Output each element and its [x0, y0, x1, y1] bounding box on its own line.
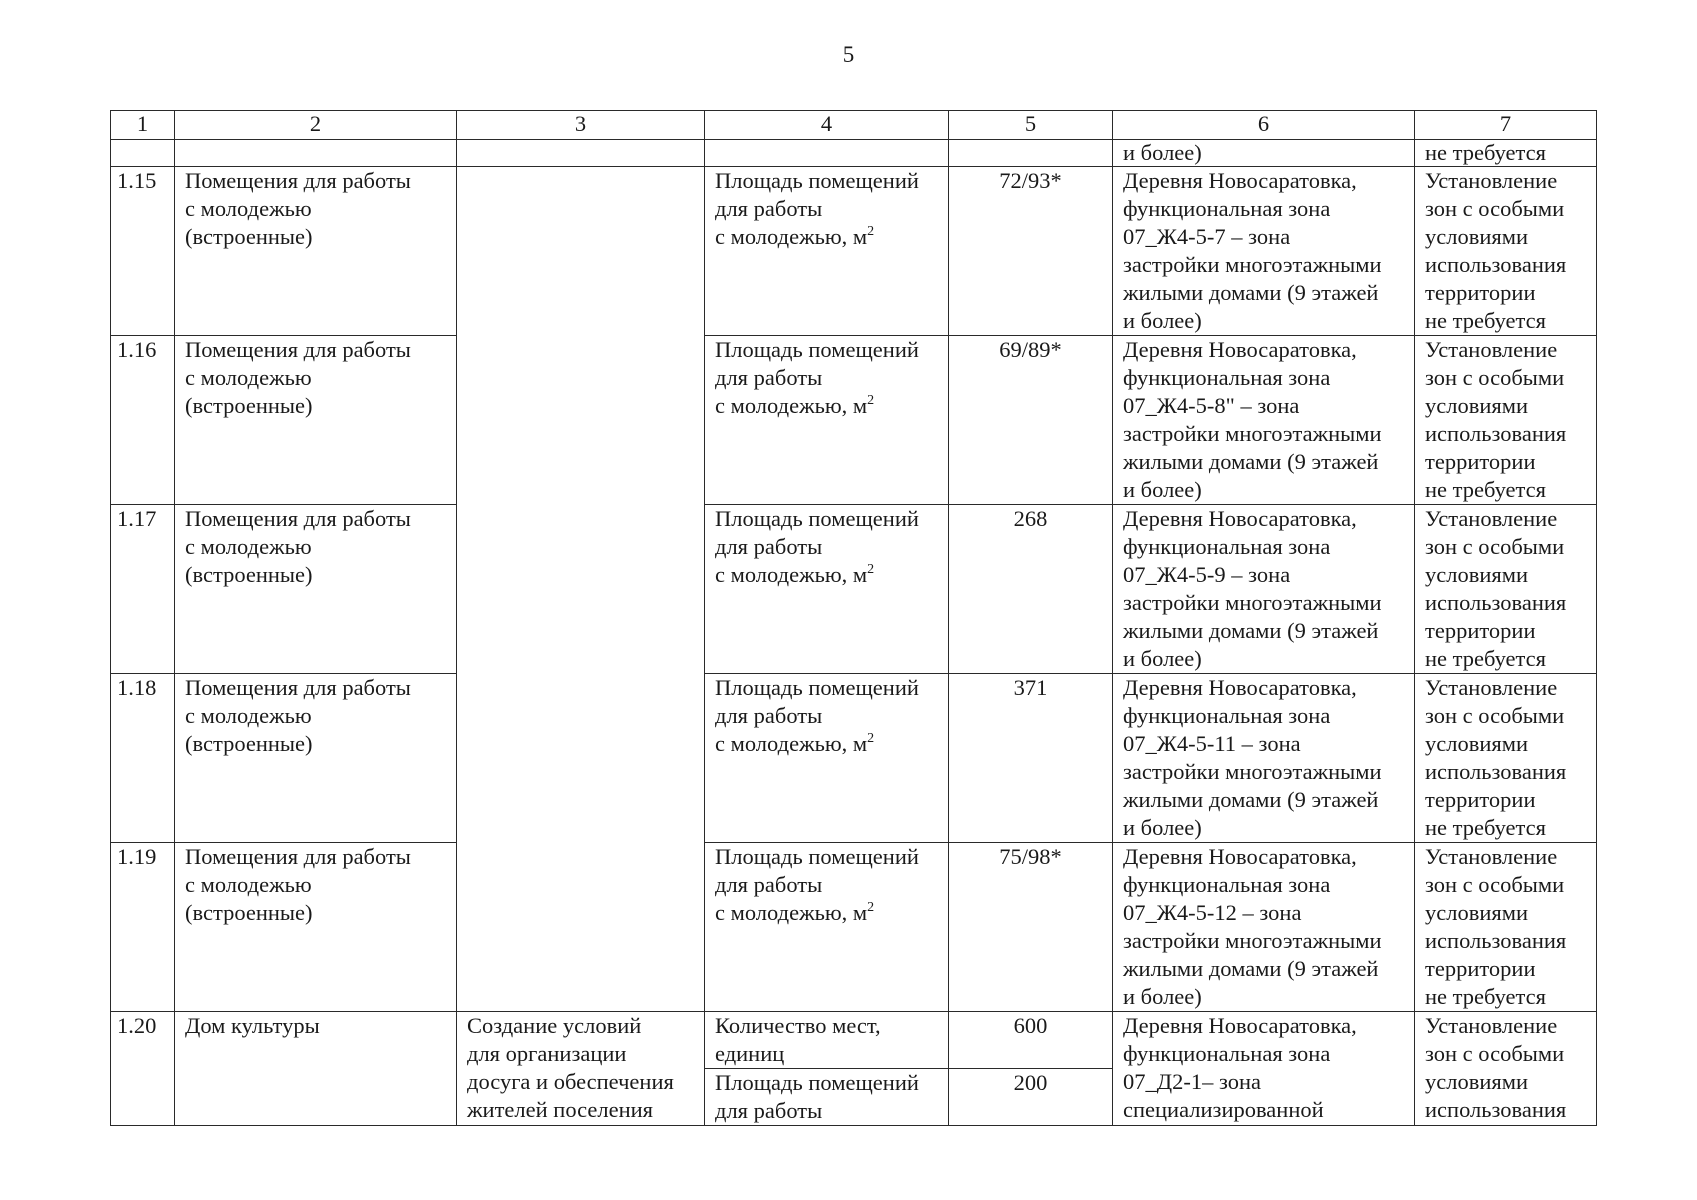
- zones-cell: [1415, 1012, 1597, 1126]
- text-line: Помещения для работы: [185, 844, 411, 869]
- text-line: условиями: [1425, 393, 1529, 418]
- zones-cell: не требуется: [1415, 140, 1597, 167]
- text-line: (встроенные): [185, 562, 313, 587]
- text-line: условиями: [1425, 731, 1529, 756]
- cell-empty: [457, 140, 705, 167]
- text-line: [715, 505, 940, 533]
- value-cell: 268: [949, 505, 1113, 674]
- text-line: функциональная зона: [1123, 534, 1331, 559]
- text-line: использования: [1425, 590, 1567, 615]
- facility-name-cell: [175, 843, 457, 1012]
- text-line: Помещения для работы: [185, 337, 411, 362]
- table-row: [111, 674, 1597, 843]
- text-line: [715, 730, 940, 758]
- text-line: Установление: [1425, 337, 1558, 362]
- text-line: Установление: [1425, 675, 1558, 700]
- text-line: не требуется: [1425, 646, 1546, 671]
- text-line: Помещения для работы: [185, 168, 411, 193]
- location-cell: [1113, 167, 1415, 336]
- parameter-cell: [705, 843, 949, 1012]
- text-fragment: с молодежью, м: [715, 393, 868, 418]
- cell-empty: [705, 140, 949, 167]
- text-fragment: Площадь помещений: [715, 506, 919, 531]
- text-line: Деревня Новосаратовка,: [1123, 844, 1357, 869]
- text-line: использования: [1425, 1097, 1567, 1122]
- text-line: застройки многоэтажными: [1123, 421, 1382, 446]
- row-number-cell: 1.17: [111, 505, 175, 674]
- text-line: [715, 843, 940, 871]
- parameter-cell: [705, 505, 949, 674]
- text-line: условиями: [1425, 900, 1529, 925]
- text-line: застройки многоэтажными: [1123, 252, 1382, 277]
- text-line: зон с особыми: [1425, 196, 1565, 221]
- text-line: [715, 533, 940, 561]
- text-fragment: Площадь помещений: [715, 168, 919, 193]
- facility-name-cell: [175, 674, 457, 843]
- text-line: функциональная зона: [1123, 1041, 1331, 1066]
- text-line: [715, 195, 940, 223]
- purpose-cell: [457, 1012, 705, 1126]
- unit-superscript: 2: [867, 900, 875, 915]
- text-line: (встроенные): [185, 224, 313, 249]
- unit-superscript: 2: [867, 562, 875, 577]
- location-cell: [1113, 674, 1415, 843]
- table-row: [111, 336, 1597, 505]
- text-fragment: Площадь помещений: [715, 844, 919, 869]
- text-line: жилыми домами (9 этажей: [1123, 956, 1379, 981]
- text-line: с молодежью: [185, 703, 312, 728]
- parameter-cell: [705, 1012, 949, 1069]
- text-fragment: с молодежью, м: [715, 224, 868, 249]
- text-line: использования: [1425, 928, 1567, 953]
- text-line: территории: [1425, 280, 1536, 305]
- text-line: функциональная зона: [1123, 365, 1331, 390]
- text-line: не требуется: [1425, 815, 1546, 840]
- header-cell: 5: [949, 111, 1113, 140]
- zones-cell: [1415, 336, 1597, 505]
- location-cell: [1113, 505, 1415, 674]
- text-fragment: с молодежью, м: [715, 731, 868, 756]
- text-line: жителей поселения: [467, 1097, 654, 1122]
- text-line: не требуется: [1425, 477, 1546, 502]
- row-number-cell: 1.18: [111, 674, 175, 843]
- text-line: и более): [1123, 984, 1202, 1009]
- text-line: зон с особыми: [1425, 534, 1565, 559]
- text-line: зон с особыми: [1425, 365, 1565, 390]
- text-line: 07_Д2-1– зона: [1123, 1069, 1261, 1094]
- text-line: Установление: [1425, 844, 1558, 869]
- text-fragment: с молодежью, м: [715, 900, 868, 925]
- header-row: [111, 111, 1597, 140]
- table-row: [111, 505, 1597, 674]
- text-fragment: с молодежью, м: [715, 562, 868, 587]
- text-line: [715, 674, 940, 702]
- cell-empty: [175, 140, 457, 167]
- text-line: 07_Ж4-5-12 – зона: [1123, 900, 1302, 925]
- text-line: [715, 561, 940, 589]
- facility-name-cell: Дом культуры: [175, 1012, 457, 1126]
- text-line: Деревня Новосаратовка,: [1123, 168, 1357, 193]
- text-line: с молодежью: [185, 365, 312, 390]
- cell-empty: [111, 140, 175, 167]
- header-cell: 1: [111, 111, 175, 140]
- location-cell: [1113, 843, 1415, 1012]
- text-line: и более): [1123, 308, 1202, 333]
- header-cell: 7: [1415, 111, 1597, 140]
- text-line: Помещения для работы: [185, 675, 411, 700]
- table-row: [111, 843, 1597, 1012]
- value-cell: 72/93*: [949, 167, 1113, 336]
- row-number-cell: 1.20: [111, 1012, 175, 1126]
- location-cell: и более): [1113, 140, 1415, 167]
- text-line: Деревня Новосаратовка,: [1123, 337, 1357, 362]
- value-cell: 371: [949, 674, 1113, 843]
- location-cell: [1113, 336, 1415, 505]
- text-line: [715, 223, 940, 251]
- text-line: территории: [1425, 449, 1536, 474]
- facilities-table: [110, 110, 1597, 1126]
- text-line: Создание условий: [467, 1013, 642, 1038]
- text-line: с молодежью: [185, 872, 312, 897]
- text-line: [715, 871, 940, 899]
- value-cell: 75/98*: [949, 843, 1113, 1012]
- text-line: территории: [1425, 618, 1536, 643]
- text-line: не требуется: [1425, 984, 1546, 1009]
- text-line: Установление: [1425, 168, 1558, 193]
- text-line: функциональная зона: [1123, 703, 1331, 728]
- text-line: [715, 364, 940, 392]
- text-line: использования: [1425, 759, 1567, 784]
- text-line: Деревня Новосаратовка,: [1123, 506, 1357, 531]
- text-line: (встроенные): [185, 393, 313, 418]
- value-cell: 69/89*: [949, 336, 1113, 505]
- text-line: Деревня Новосаратовка,: [1123, 675, 1357, 700]
- text-line: 07_Ж4-5-11 – зона: [1123, 731, 1301, 756]
- text-line: с молодежью: [185, 534, 312, 559]
- text-line: зон с особыми: [1425, 703, 1565, 728]
- text-line: функциональная зона: [1123, 872, 1331, 897]
- text-line: для работы: [715, 1098, 823, 1123]
- text-line: [715, 336, 940, 364]
- table-row: [111, 1012, 1597, 1069]
- facility-name-cell: [175, 167, 457, 336]
- value-cell: 200: [949, 1069, 1113, 1126]
- text-line: Деревня Новосаратовка,: [1123, 1013, 1357, 1038]
- text-fragment: для работы: [715, 365, 823, 390]
- parameter-cell: [705, 167, 949, 336]
- text-line: зон с особыми: [1425, 1041, 1565, 1066]
- text-line: и более): [1123, 477, 1202, 502]
- page-number: 5: [842, 42, 855, 67]
- text-line: использования: [1425, 252, 1567, 277]
- row-number-cell: 1.15: [111, 167, 175, 336]
- text-line: территории: [1425, 787, 1536, 812]
- text-line: зон с особыми: [1425, 872, 1565, 897]
- text-line: 07_Ж4-5-7 – зона: [1123, 224, 1291, 249]
- row-number-cell: 1.19: [111, 843, 175, 1012]
- header-cell: 3: [457, 111, 705, 140]
- text-line: [715, 899, 940, 927]
- text-line: Установление: [1425, 506, 1558, 531]
- facility-name-cell: [175, 336, 457, 505]
- text-fragment: для работы: [715, 872, 823, 897]
- text-line: территории: [1425, 956, 1536, 981]
- text-line: Площадь помещений: [715, 1070, 919, 1095]
- text-line: [715, 167, 940, 195]
- row-number-cell: 1.16: [111, 336, 175, 505]
- text-line: досуга и обеспечения: [467, 1069, 674, 1094]
- text-line: специализированной: [1123, 1097, 1324, 1122]
- text-line: жилыми домами (9 этажей: [1123, 280, 1379, 305]
- text-line: 07_Ж4-5-8" – зона: [1123, 393, 1300, 418]
- text-line: функциональная зона: [1123, 196, 1331, 221]
- text-fragment: для работы: [715, 534, 823, 559]
- unit-superscript: 2: [867, 224, 875, 239]
- text-line: [715, 392, 940, 420]
- zones-cell: [1415, 674, 1597, 843]
- text-line: Помещения для работы: [185, 506, 411, 531]
- text-line: 07_Ж4-5-9 – зона: [1123, 562, 1291, 587]
- location-cell: [1113, 1012, 1415, 1126]
- zones-cell: [1415, 505, 1597, 674]
- text-line: жилыми домами (9 этажей: [1123, 787, 1379, 812]
- text-line: (встроенные): [185, 731, 313, 756]
- text-line: (встроенные): [185, 900, 313, 925]
- text-line: жилыми домами (9 этажей: [1123, 618, 1379, 643]
- text-line: Установление: [1425, 1013, 1558, 1038]
- facility-name-cell: [175, 505, 457, 674]
- text-line: застройки многоэтажными: [1123, 759, 1382, 784]
- cell-empty: [949, 140, 1113, 167]
- text-line: условиями: [1425, 224, 1529, 249]
- parameter-cell: [705, 1069, 949, 1126]
- text-line: с молодежью: [185, 196, 312, 221]
- text-line: жилыми домами (9 этажей: [1123, 449, 1379, 474]
- text-line: использования: [1425, 421, 1567, 446]
- parameter-cell: [705, 336, 949, 505]
- zones-cell: [1415, 167, 1597, 336]
- text-line: условиями: [1425, 562, 1529, 587]
- header-cell: 2: [175, 111, 457, 140]
- text-line: не требуется: [1425, 308, 1546, 333]
- text-line: условиями: [1425, 1069, 1529, 1094]
- header-cell: 6: [1113, 111, 1415, 140]
- purpose-cell-empty: [457, 167, 705, 1012]
- unit-superscript: 2: [867, 393, 875, 408]
- text-line: для организации: [467, 1041, 627, 1066]
- text-fragment: для работы: [715, 703, 823, 728]
- text-line: Количество мест,: [715, 1013, 881, 1038]
- header-cell: 4: [705, 111, 949, 140]
- table-row: [111, 167, 1597, 336]
- text-line: единиц: [715, 1041, 785, 1066]
- text-line: застройки многоэтажными: [1123, 928, 1382, 953]
- text-fragment: для работы: [715, 196, 823, 221]
- text-fragment: Площадь помещений: [715, 675, 919, 700]
- continuation-row: [111, 140, 1597, 167]
- value-cell: 600: [949, 1012, 1113, 1069]
- parameter-cell: [705, 674, 949, 843]
- text-line: [715, 702, 940, 730]
- zones-cell: [1415, 843, 1597, 1012]
- text-line: застройки многоэтажными: [1123, 590, 1382, 615]
- text-line: и более): [1123, 815, 1202, 840]
- text-fragment: Площадь помещений: [715, 337, 919, 362]
- text-line: и более): [1123, 646, 1202, 671]
- unit-superscript: 2: [867, 731, 875, 746]
